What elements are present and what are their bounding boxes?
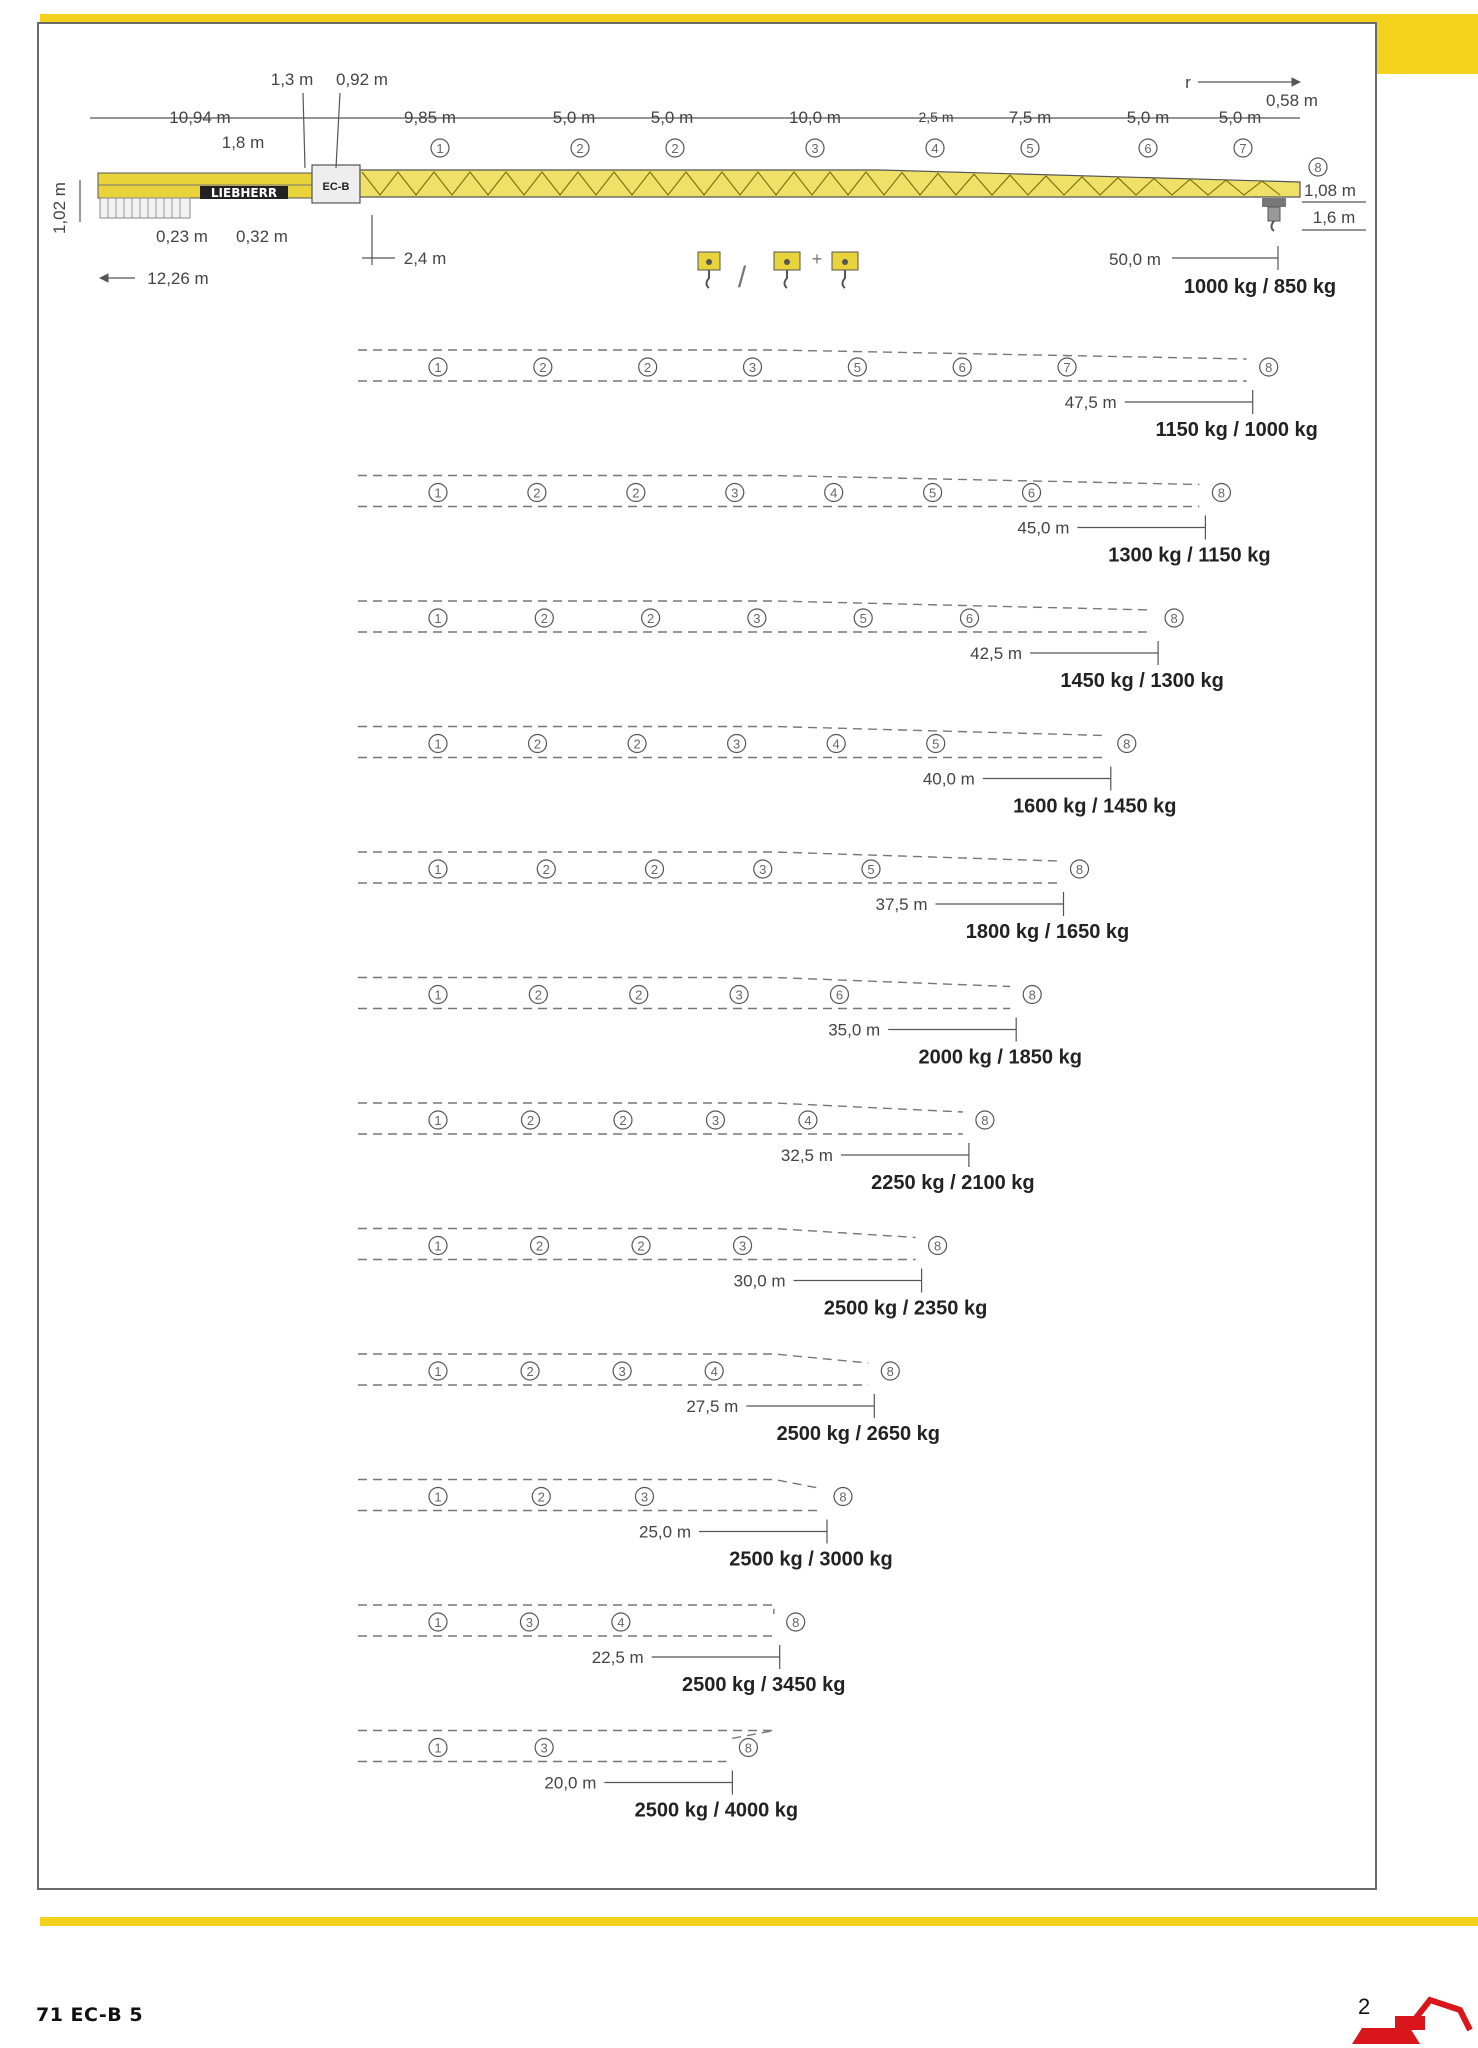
- segment-number: 2: [644, 360, 652, 375]
- svg-text:4: 4: [931, 141, 939, 156]
- segment-number: 2: [535, 1238, 544, 1254]
- config-reach: 47,5 m: [1064, 393, 1117, 412]
- dim-0-92: 0,92 m: [336, 70, 388, 89]
- header-reach: 50,0 m: [1109, 250, 1161, 269]
- config-load: 1450 kg / 1300 kg: [1060, 670, 1224, 692]
- segment-number: 3: [748, 360, 757, 375]
- segment-5-marker: [1021, 139, 1039, 157]
- segment-number: 1: [434, 1113, 442, 1128]
- segment-number: 5: [932, 736, 940, 752]
- config-load: 2500 kg / 2650 kg: [776, 1423, 941, 1445]
- svg-text:1: 1: [436, 141, 444, 156]
- segment-number: 1: [434, 736, 442, 752]
- dim-counter-jib: 10,94 m: [169, 108, 231, 127]
- config-reach: 22,5 m: [591, 1648, 644, 1667]
- config-reach: 35,0 m: [828, 1020, 881, 1040]
- hook-plus: +: [811, 249, 823, 269]
- config-reach: 27,5 m: [686, 1397, 739, 1416]
- segment-number: 8: [1028, 987, 1036, 1003]
- trolley: [1262, 198, 1286, 207]
- config-load: 2000 kg / 1850 kg: [918, 1046, 1082, 1069]
- segment-number: 1: [434, 360, 442, 375]
- segment-number: 4: [804, 1113, 812, 1128]
- dim-5-0-c: 5,0 m: [1126, 108, 1170, 127]
- double-hook-icon: [774, 252, 800, 288]
- segment-number: 6: [958, 360, 966, 375]
- segment-number: 8: [839, 1489, 847, 1505]
- segment-number: 3: [525, 1615, 534, 1630]
- dim-2-5: 2,5 m: [918, 109, 954, 125]
- segment-2a-marker: [571, 139, 589, 157]
- config-row: [358, 727, 1177, 818]
- jib-top-chord: [358, 1354, 868, 1363]
- config-row: [358, 1480, 893, 1571]
- segment-number: 2: [533, 485, 541, 501]
- segment-number: 2: [632, 485, 640, 501]
- segment-number: 2: [646, 611, 655, 626]
- segment-number: 2: [542, 862, 550, 877]
- dim-radius-r: r: [1185, 73, 1191, 92]
- config-row: [358, 978, 1082, 1069]
- segment-number: 4: [710, 1364, 718, 1379]
- brand-logo: LIEBHERR: [210, 186, 278, 200]
- counterweight-blocks: [100, 198, 190, 218]
- config-row: [358, 601, 1224, 692]
- config-load: 2250 kg / 2100 kg: [871, 1172, 1035, 1194]
- segment-2b-marker: [666, 139, 684, 157]
- footer-page-number: 2: [1358, 1994, 1371, 2019]
- dim-0-58: 0,58 m: [1266, 91, 1318, 110]
- segment-number: 1: [434, 1489, 442, 1505]
- config-reach: 45,0 m: [1017, 518, 1070, 538]
- segment-number: 1: [434, 611, 442, 626]
- config-reach: 30,0 m: [733, 1271, 786, 1291]
- segment-number: 8: [981, 1113, 989, 1128]
- segment-number: 3: [738, 1238, 747, 1254]
- config-row: [358, 1731, 798, 1822]
- segment-number: 8: [933, 1238, 942, 1254]
- config-load: 2500 kg / 3450 kg: [681, 1674, 846, 1696]
- segment-number: 5: [853, 360, 861, 375]
- hook-block: [1268, 207, 1280, 221]
- segment-number: 3: [733, 736, 741, 752]
- config-row: [358, 1229, 987, 1320]
- svg-text:2: 2: [671, 141, 679, 156]
- jib-configurations: [358, 350, 1318, 1822]
- config-reach: 20,0 m: [544, 1773, 597, 1793]
- config-reach: 25,0 m: [639, 1522, 691, 1542]
- jib-top-chord: [358, 1731, 774, 1740]
- segment-number: 1: [434, 1740, 442, 1756]
- hook-options: [698, 249, 858, 294]
- config-load: 1300 kg / 1150 kg: [1108, 544, 1271, 567]
- jib-top-chord: [358, 476, 1199, 485]
- segment-number: 5: [929, 485, 937, 501]
- segment-number: 8: [1075, 862, 1084, 877]
- segment-3-marker: [806, 139, 824, 157]
- segment-number: 1: [434, 987, 442, 1003]
- segment-number: 2: [633, 736, 641, 752]
- header-load: 1000 kg / 850 kg: [1183, 276, 1337, 298]
- double-hook-pair-icon: [832, 252, 858, 288]
- segment-number: 7: [1063, 360, 1071, 375]
- config-load: 2500 kg / 4000 kg: [634, 1799, 799, 1822]
- dim-height-1-02: 1,02 m: [50, 182, 69, 234]
- segment-number: 8: [744, 1740, 753, 1756]
- jib-top-chord: [358, 852, 1058, 861]
- segment-number: 2: [635, 987, 643, 1003]
- jib-top-chord: [358, 350, 1247, 359]
- segment-number: 2: [526, 1364, 534, 1379]
- hook-separator: /: [737, 261, 747, 294]
- config-row: [358, 1103, 1035, 1194]
- segment-number: 5: [859, 611, 867, 626]
- svg-text:7: 7: [1239, 141, 1247, 156]
- crane-elevation: [98, 165, 1300, 231]
- segment-number: 1: [434, 862, 442, 877]
- segment-number: 3: [618, 1364, 626, 1379]
- segment-number: 3: [735, 987, 743, 1003]
- config-load: 2500 kg / 2350 kg: [823, 1297, 988, 1320]
- config-row: [358, 1605, 845, 1696]
- config-load: 1600 kg / 1450 kg: [1013, 795, 1177, 818]
- segment-number: 1: [434, 1615, 442, 1630]
- segment-number: 2: [526, 1113, 535, 1128]
- segment-number: 3: [753, 611, 761, 626]
- dim-overall-length: 12,26 m: [147, 269, 209, 288]
- jib-top-chord: [358, 727, 1105, 736]
- svg-text:6: 6: [1144, 141, 1152, 156]
- segment-number: 1: [434, 1364, 442, 1379]
- segment-number: 8: [792, 1615, 800, 1630]
- segment-number: 2: [540, 611, 548, 626]
- config-reach: 32,5 m: [780, 1146, 833, 1165]
- dim-2-4: 2,4 m: [403, 249, 447, 268]
- config-reach: 37,5 m: [875, 895, 928, 914]
- dim-0-23: 0,23 m: [156, 227, 208, 246]
- svg-text:3: 3: [811, 141, 819, 156]
- dim-0-32: 0,32 m: [236, 227, 288, 246]
- segment-number: 3: [540, 1740, 548, 1756]
- single-hook-icon: [698, 252, 720, 288]
- segment-number: 4: [617, 1615, 625, 1630]
- segment-number: 2: [650, 862, 659, 877]
- segment-number: 8: [886, 1364, 894, 1379]
- segment-number: 2: [619, 1113, 627, 1128]
- dim-1-08: 1,08 m: [1304, 181, 1356, 200]
- cab-label: EC-B: [322, 181, 350, 193]
- svg-text:2: 2: [576, 141, 584, 156]
- segment-number: 4: [830, 485, 838, 501]
- segment-number: 2: [534, 987, 542, 1003]
- segment-number: 3: [759, 862, 767, 877]
- segment-6-marker: [1139, 139, 1157, 157]
- dim-5-0-b: 5,0 m: [650, 108, 694, 127]
- config-reach: 42,5 m: [970, 644, 1023, 663]
- segment-number: 8: [1217, 485, 1226, 501]
- dim-1-3: 1,3 m: [270, 70, 314, 89]
- dim-1-8: 1,8 m: [221, 133, 265, 152]
- dim-9-85: 9,85 m: [404, 108, 456, 127]
- dim-1-6: 1,6 m: [1312, 208, 1356, 227]
- segment-number: 6: [1027, 485, 1036, 501]
- config-row: [358, 852, 1129, 943]
- dim-7-5: 7,5 m: [1008, 108, 1052, 127]
- config-row: [358, 350, 1318, 441]
- segment-number: 8: [1170, 611, 1178, 626]
- svg-text:8: 8: [1314, 160, 1322, 175]
- segment-number: 8: [1123, 736, 1131, 752]
- segment-number: 2: [537, 1489, 545, 1505]
- segment-number: 8: [1265, 360, 1273, 375]
- config-row: [358, 1354, 940, 1445]
- config-load: 1800 kg / 1650 kg: [965, 921, 1130, 943]
- jib-top-chord: [358, 1103, 963, 1112]
- segment-number: 3: [640, 1489, 649, 1505]
- config-row: [358, 476, 1271, 567]
- segment-number: 6: [835, 987, 844, 1003]
- segment-number: 3: [711, 1113, 720, 1128]
- segment-4-marker: [926, 139, 944, 157]
- segment-1-marker: [431, 139, 449, 157]
- segment-number: 4: [832, 736, 840, 752]
- segment-8-marker: [1309, 158, 1327, 176]
- segment-number: 2: [637, 1238, 645, 1254]
- svg-text:5: 5: [1026, 141, 1034, 156]
- segment-number: 2: [533, 736, 542, 752]
- segment-number: 6: [965, 611, 974, 626]
- segment-7-marker: [1234, 139, 1252, 157]
- config-load: 2500 kg / 3000 kg: [729, 1548, 893, 1571]
- dim-5-0-a: 5,0 m: [552, 108, 596, 127]
- footer-model-name: 71 EC-B 5: [36, 2004, 144, 2026]
- dim-10-0: 10,0 m: [789, 108, 841, 127]
- jib-top-chord: [358, 978, 1010, 987]
- segment-number: 1: [434, 1238, 442, 1254]
- segment-number: 1: [434, 485, 442, 501]
- dim-5-0-d: 5,0 m: [1218, 108, 1262, 127]
- segment-number: 3: [731, 485, 739, 501]
- jib-top-chord: [358, 1229, 916, 1238]
- segment-number: 2: [539, 360, 547, 375]
- jib-top-chord: [358, 1480, 821, 1489]
- config-reach: 40,0 m: [922, 769, 975, 789]
- jib-top-chord: [358, 1605, 774, 1614]
- segment-number: 5: [867, 862, 875, 877]
- config-load: 1150 kg / 1000 kg: [1155, 419, 1318, 441]
